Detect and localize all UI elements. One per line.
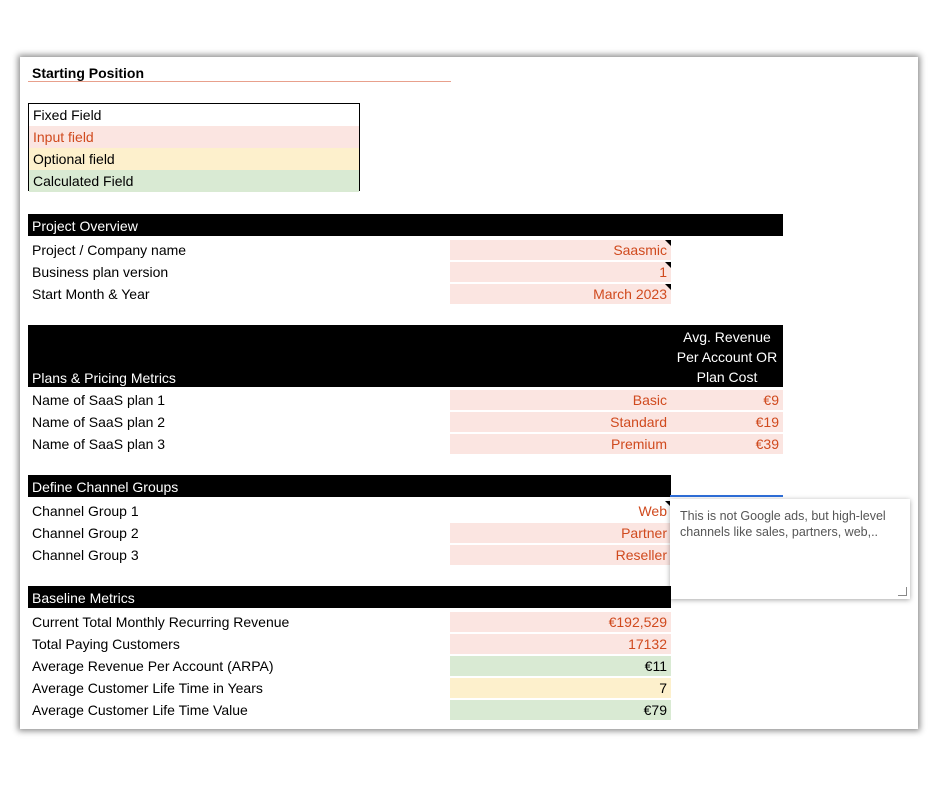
avg-revenue-header-1: Avg. Revenue bbox=[683, 329, 771, 345]
project-name-label: Project / Company name bbox=[32, 242, 187, 258]
plan-1-name-input[interactable]: Basic bbox=[450, 390, 671, 410]
channel-3-input[interactable]: Reseller bbox=[450, 545, 671, 565]
paying-customers-input[interactable]: 17132 bbox=[450, 634, 671, 654]
ltv-label: Average Customer Life Time Value bbox=[32, 702, 248, 718]
selected-cell-border bbox=[670, 495, 783, 497]
lifetime-years-input[interactable]: 7 bbox=[450, 678, 671, 698]
cell-note[interactable] bbox=[670, 499, 910, 599]
cell-note-text: This is not Google ads, but high-level channels like sales, partners, web,.. bbox=[680, 509, 886, 539]
plan-1-price-input[interactable]: €9 bbox=[671, 390, 783, 410]
paying-customers-label: Total Paying Customers bbox=[32, 636, 180, 652]
project-name-input[interactable]: Saasmic bbox=[450, 240, 671, 260]
legend-calculated: Calculated Field bbox=[29, 170, 359, 192]
plan-3-name-input[interactable]: Premium bbox=[450, 434, 671, 454]
avg-revenue-header-2: Per Account OR bbox=[676, 349, 778, 365]
avg-revenue-header-3: Plan Cost bbox=[696, 369, 758, 385]
plan-version-input[interactable]: 1 bbox=[450, 262, 671, 282]
project-overview-header: Project Overview bbox=[28, 214, 783, 236]
plan-2-label: Name of SaaS plan 2 bbox=[32, 414, 166, 430]
legend-fixed: Fixed Field bbox=[29, 104, 359, 126]
lifetime-years-label: Average Customer Life Time in Years bbox=[32, 680, 263, 696]
channel-2-input[interactable]: Partner bbox=[450, 523, 671, 543]
start-month-label: Start Month & Year bbox=[32, 286, 150, 302]
note-resize-handle[interactable] bbox=[898, 587, 907, 596]
plan-1-label: Name of SaaS plan 1 bbox=[32, 392, 166, 408]
channel-2-label: Channel Group 2 bbox=[32, 525, 139, 541]
legend-input: Input field bbox=[29, 126, 359, 148]
plan-2-price-input[interactable]: €19 bbox=[671, 412, 783, 432]
channel-1-label: Channel Group 1 bbox=[32, 503, 139, 519]
arpa-value: €11 bbox=[450, 656, 671, 676]
plan-3-label: Name of SaaS plan 3 bbox=[32, 436, 166, 452]
legend-optional: Optional field bbox=[29, 148, 359, 170]
plan-version-label: Business plan version bbox=[32, 264, 169, 280]
start-month-input[interactable]: March 2023 bbox=[450, 284, 671, 304]
legend bbox=[28, 103, 360, 191]
mrr-label: Current Total Monthly Recurring Revenue bbox=[32, 614, 290, 630]
mrr-input[interactable]: €192,529 bbox=[450, 612, 671, 632]
title-underline bbox=[28, 81, 451, 82]
channel-groups-header: Define Channel Groups bbox=[28, 475, 671, 497]
plan-3-price-input[interactable]: €39 bbox=[671, 434, 783, 454]
baseline-metrics-header: Baseline Metrics bbox=[28, 586, 671, 608]
ltv-value: €79 bbox=[450, 700, 671, 720]
channel-3-label: Channel Group 3 bbox=[32, 547, 139, 563]
plans-header: Plans & Pricing Metrics bbox=[32, 370, 176, 386]
arpa-label: Average Revenue Per Account (ARPA) bbox=[32, 658, 274, 674]
page-title: Starting Position bbox=[32, 65, 144, 81]
plan-2-name-input[interactable]: Standard bbox=[450, 412, 671, 432]
spreadsheet-sheet bbox=[20, 57, 918, 729]
channel-1-input[interactable]: Web bbox=[450, 501, 671, 521]
